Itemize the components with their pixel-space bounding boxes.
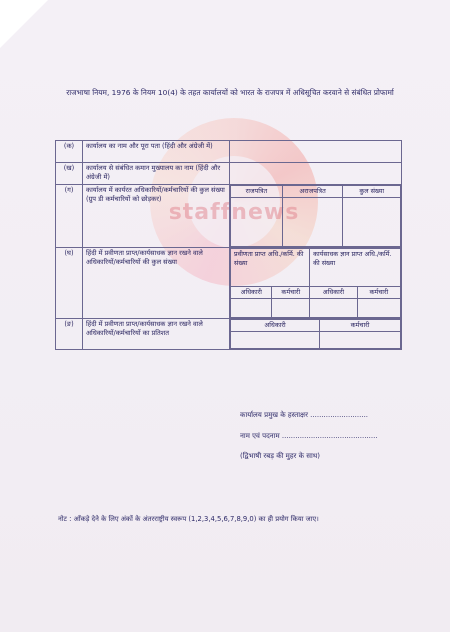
- col-header-officer: अधिकारी: [310, 287, 358, 299]
- col-header-gazetted: राजपत्रित: [231, 186, 283, 198]
- answer-cell: [230, 248, 402, 319]
- row-number: (घ): [56, 248, 83, 319]
- input-cell[interactable]: [310, 298, 358, 318]
- proforma-table: [55, 140, 402, 350]
- table-row: [56, 185, 402, 248]
- footnote: नोट : आँकड़े देने के लिए अंकों के अंतरराष्ट्रीय स्वरूप (1,2,3,4,5,6,7,8,9,0) का ही प्रयोग किया जाए।: [58, 515, 319, 523]
- col-header-staff: कर्मचारी: [272, 287, 310, 299]
- input-cell[interactable]: [357, 298, 400, 318]
- input-cell[interactable]: [231, 298, 272, 318]
- watermark-text: staffnews: [168, 200, 300, 225]
- table-row: [56, 141, 402, 163]
- input-cell[interactable]: [231, 197, 283, 247]
- col-header-staff: कर्मचारी: [357, 287, 400, 299]
- input-cell[interactable]: [282, 197, 343, 247]
- row-number: (क): [56, 141, 83, 163]
- percentage-subtable: [230, 319, 401, 349]
- col-header-officer: अधिकारी: [231, 287, 272, 299]
- page-fold: [0, 0, 48, 48]
- table-row: [56, 248, 402, 319]
- proficiency-subtable: [230, 248, 401, 318]
- input-cell[interactable]: [343, 197, 401, 247]
- col-header-staff: कर्मचारी: [320, 320, 401, 332]
- row-number: (ग): [56, 185, 83, 248]
- answer-cell: [230, 319, 402, 350]
- row-label: कार्यालय से संबंधित कमान मुख्यालय का नाम (हिंदी और अंग्रेजी में): [83, 163, 230, 185]
- row-label: हिंदी में प्रवीणता प्राप्त/कार्यसाधक ज्ञान रखने वाले अधिकारियों/कर्मचारियों की कुल संख्या: [83, 248, 230, 319]
- answer-cell[interactable]: [230, 163, 402, 185]
- col-header-non-gazetted: अराजपत्रित: [282, 186, 343, 198]
- table-row: [56, 319, 402, 350]
- row-number: (ङ): [56, 319, 83, 350]
- group-header-working-knowledge: कार्यसाधक ज्ञान प्राप्त अधि./कर्मि. की संख्या: [310, 249, 401, 287]
- input-cell[interactable]: [320, 331, 401, 349]
- table-row: [56, 163, 402, 185]
- group-header-proficient: प्रवीणता प्राप्त अधि./कर्मि. की संख्या: [231, 249, 310, 287]
- signature-line: कार्यालय प्रमुख के हस्ताक्षर ..........................: [240, 411, 369, 419]
- row-label: कार्यालय में कार्यरत अधिकारियों/कर्मचारियों की कुल संख्या (ग्रुप डी कर्मचारियों को छोड़कर): [83, 185, 230, 248]
- staff-count-subtable: [230, 185, 401, 247]
- row-label: कार्यालय का नाम और पूरा पता (हिंदी और अंग्रेजी में): [83, 141, 230, 163]
- answer-cell[interactable]: [230, 141, 402, 163]
- col-header-total: कुल संख्या: [343, 186, 401, 198]
- input-cell[interactable]: [231, 331, 320, 349]
- name-designation-line: नाम एवं पदनाम ...........................................: [240, 432, 378, 440]
- document-title: राजभाषा नियम, 1976 के नियम 10(4) के तहत कार्यालयों को भारत के राजपत्र में अधिसूचित करवाने से संबंधित प्रोफार्मा: [66, 88, 394, 97]
- input-cell[interactable]: [272, 298, 310, 318]
- row-label: हिंदी में प्रवीणता प्राप्त/कार्यसाधक ज्ञान रखने वाले अधिकारियों/कर्मचारियों का प्रतिशत: [83, 319, 230, 350]
- stamp-note: (द्विभाषी रबड़ की मुहर के साथ): [240, 452, 320, 460]
- row-number: (ख): [56, 163, 83, 185]
- answer-cell: [230, 185, 402, 248]
- col-header-officer: अधिकारी: [231, 320, 320, 332]
